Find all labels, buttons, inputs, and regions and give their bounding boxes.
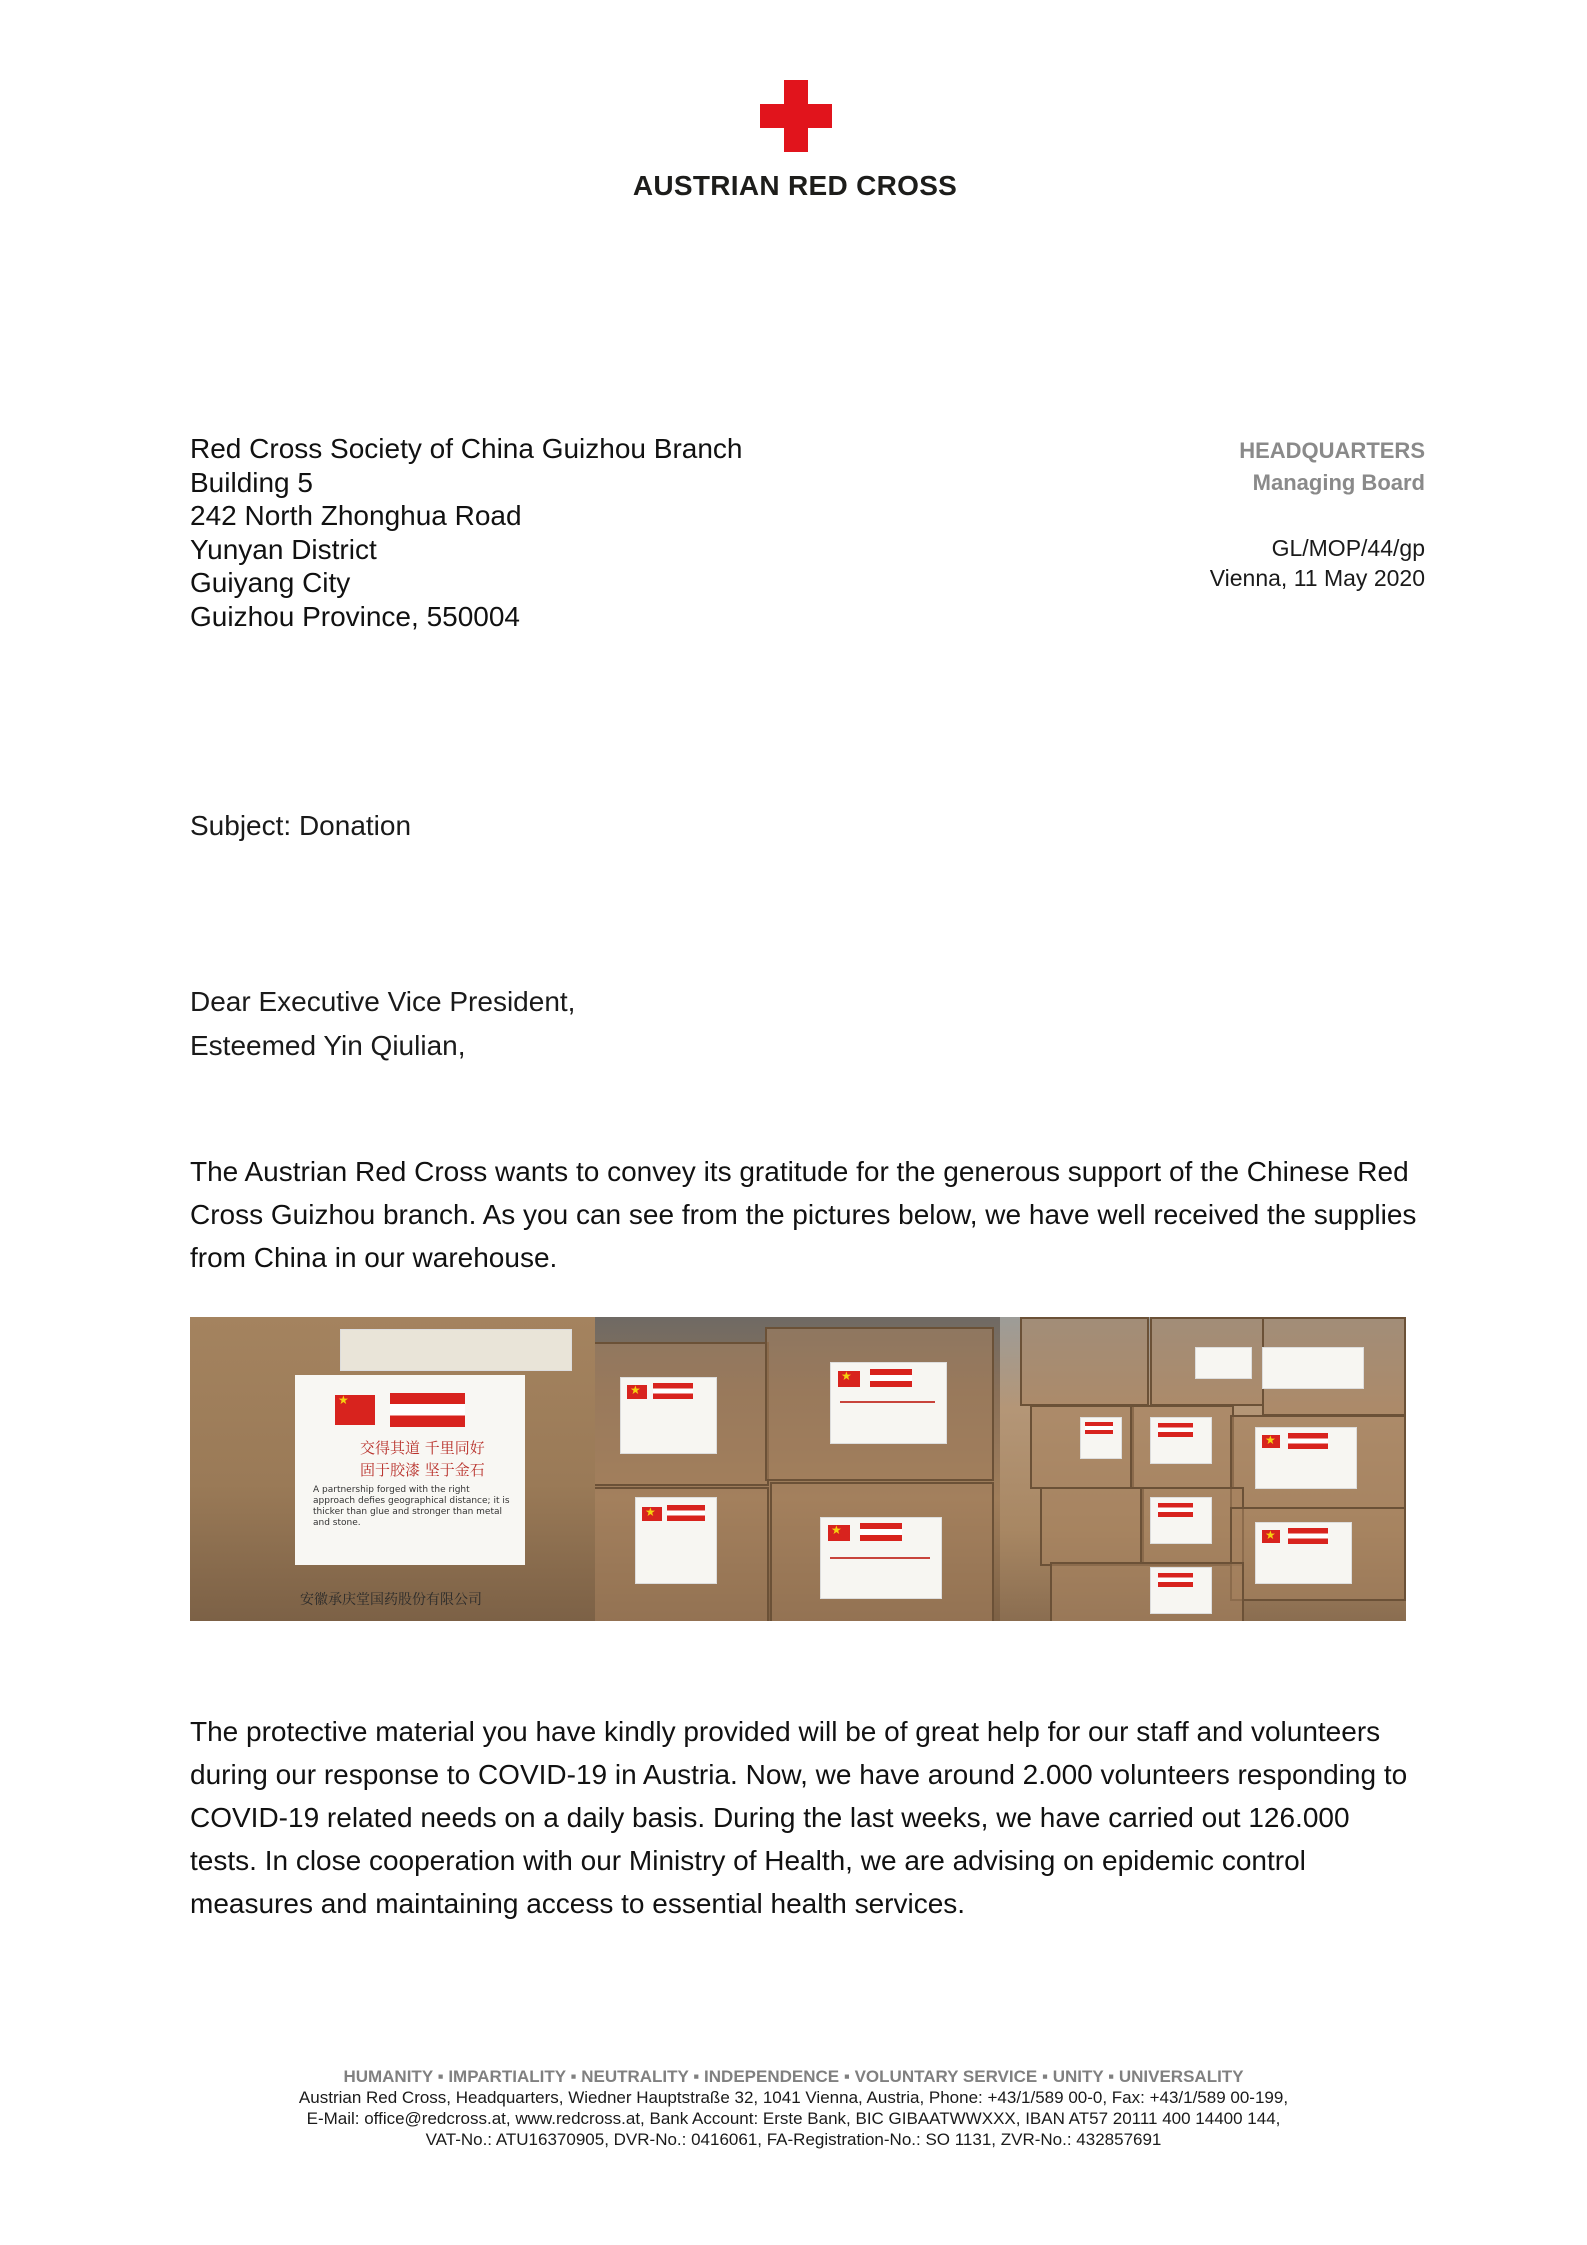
address-line: Yunyan District (190, 533, 377, 565)
footer-contact-line: E-Mail: office@redcross.at, www.redcross.at, Bank Account: Erste Bank, BIC GIBAATWWXXX, IBAN AT57 20111 400 14400 144, (306, 2109, 1281, 2128)
sender-department-block (1239, 435, 1425, 499)
body-paragraph-2: The protective material you have kindly provided will be of great help for our staff and volunteers during our response to COVID-19 in Austria. Now, we have around 2.000 volunteers responding to COVID-19 related needs on a daily basis. During the last weeks, we have carried out 126.000 tests. In close cooperation with our Ministry of Health, we are advising on epidemic control measures and maintaining access to essential health services. (190, 1716, 1408, 1919)
label-chinese-line-2: 固于胶漆 坚于金石 (360, 1461, 485, 1479)
logo-text: AUSTRIAN RED CROSS (632, 170, 958, 201)
address-line: Guizhou Province, 550004 (190, 600, 520, 632)
footer-principles: HUMANITY ▪ IMPARTIALITY ▪ NEUTRALITY ▪ INDEPENDENCE ▪ VOLUNTARY SERVICE ▪ UNITY ▪ UNIVERSALITY (343, 2067, 1244, 2086)
reference-block (1210, 533, 1425, 593)
letter-date: Vienna, 11 May 2020 (1209, 565, 1425, 591)
red-cross-icon (760, 80, 832, 152)
recipient-address (190, 432, 743, 633)
salutation-line: Esteemed Yin Qiulian, (190, 1030, 466, 1061)
warehouse-photo-closeup (190, 1317, 595, 1621)
salutation (190, 980, 575, 1068)
label-chinese-line-1: 交得其道 千里同好 (360, 1439, 485, 1457)
address-line: 242 North Zhonghua Road (190, 500, 522, 531)
organization-logo (600, 40, 990, 220)
sender-unit: Managing Board (1252, 470, 1425, 495)
body-paragraph-1: The Austrian Red Cross wants to convey its gratitude for the generous support of the Chinese Red Cross Guizhou branch. As you can see from the pictures below, we have well received the supplies from China in our warehouse. (190, 1156, 1417, 1273)
warehouse-photo-stack (1000, 1317, 1406, 1621)
photo-strip (190, 1317, 1406, 1621)
address-line: Building 5 (190, 466, 313, 498)
address-line: Red Cross Society of China Guizhou Branch (190, 433, 743, 464)
footer-registration-line: VAT-No.: ATU16370905, DVR-No.: 0416061, FA-Registration-No.: SO 1131, ZVR-No.: 432857691 (425, 2130, 1162, 2149)
donation-label (295, 1375, 525, 1565)
letter-footer (0, 2066, 1587, 2150)
warehouse-photo-boxes (595, 1317, 1000, 1621)
company-name: 安徽承庆堂国药股份有限公司 (300, 1592, 482, 1608)
reference-number: GL/MOP/44/gp (1271, 535, 1425, 561)
china-flag-icon (335, 1395, 375, 1425)
letter-subject: Subject: Donation (190, 810, 412, 841)
austria-flag-icon (390, 1393, 465, 1427)
address-line: Guiyang City (190, 567, 351, 598)
footer-address-line: Austrian Red Cross, Headquarters, Wiedner Hauptstraße 32, 1041 Vienna, Austria, Phone: +43/1/589 00-0, Fax: +43/1/589 00-199, (298, 2088, 1289, 2107)
sender-department: HEADQUARTERS (1239, 438, 1425, 463)
label-english-text: A partnership forged with the right approach defies geographical distance; it is thicker than glue and stronger than metal and stone. (313, 1485, 510, 1528)
salutation-line: Dear Executive Vice President, (190, 986, 576, 1017)
